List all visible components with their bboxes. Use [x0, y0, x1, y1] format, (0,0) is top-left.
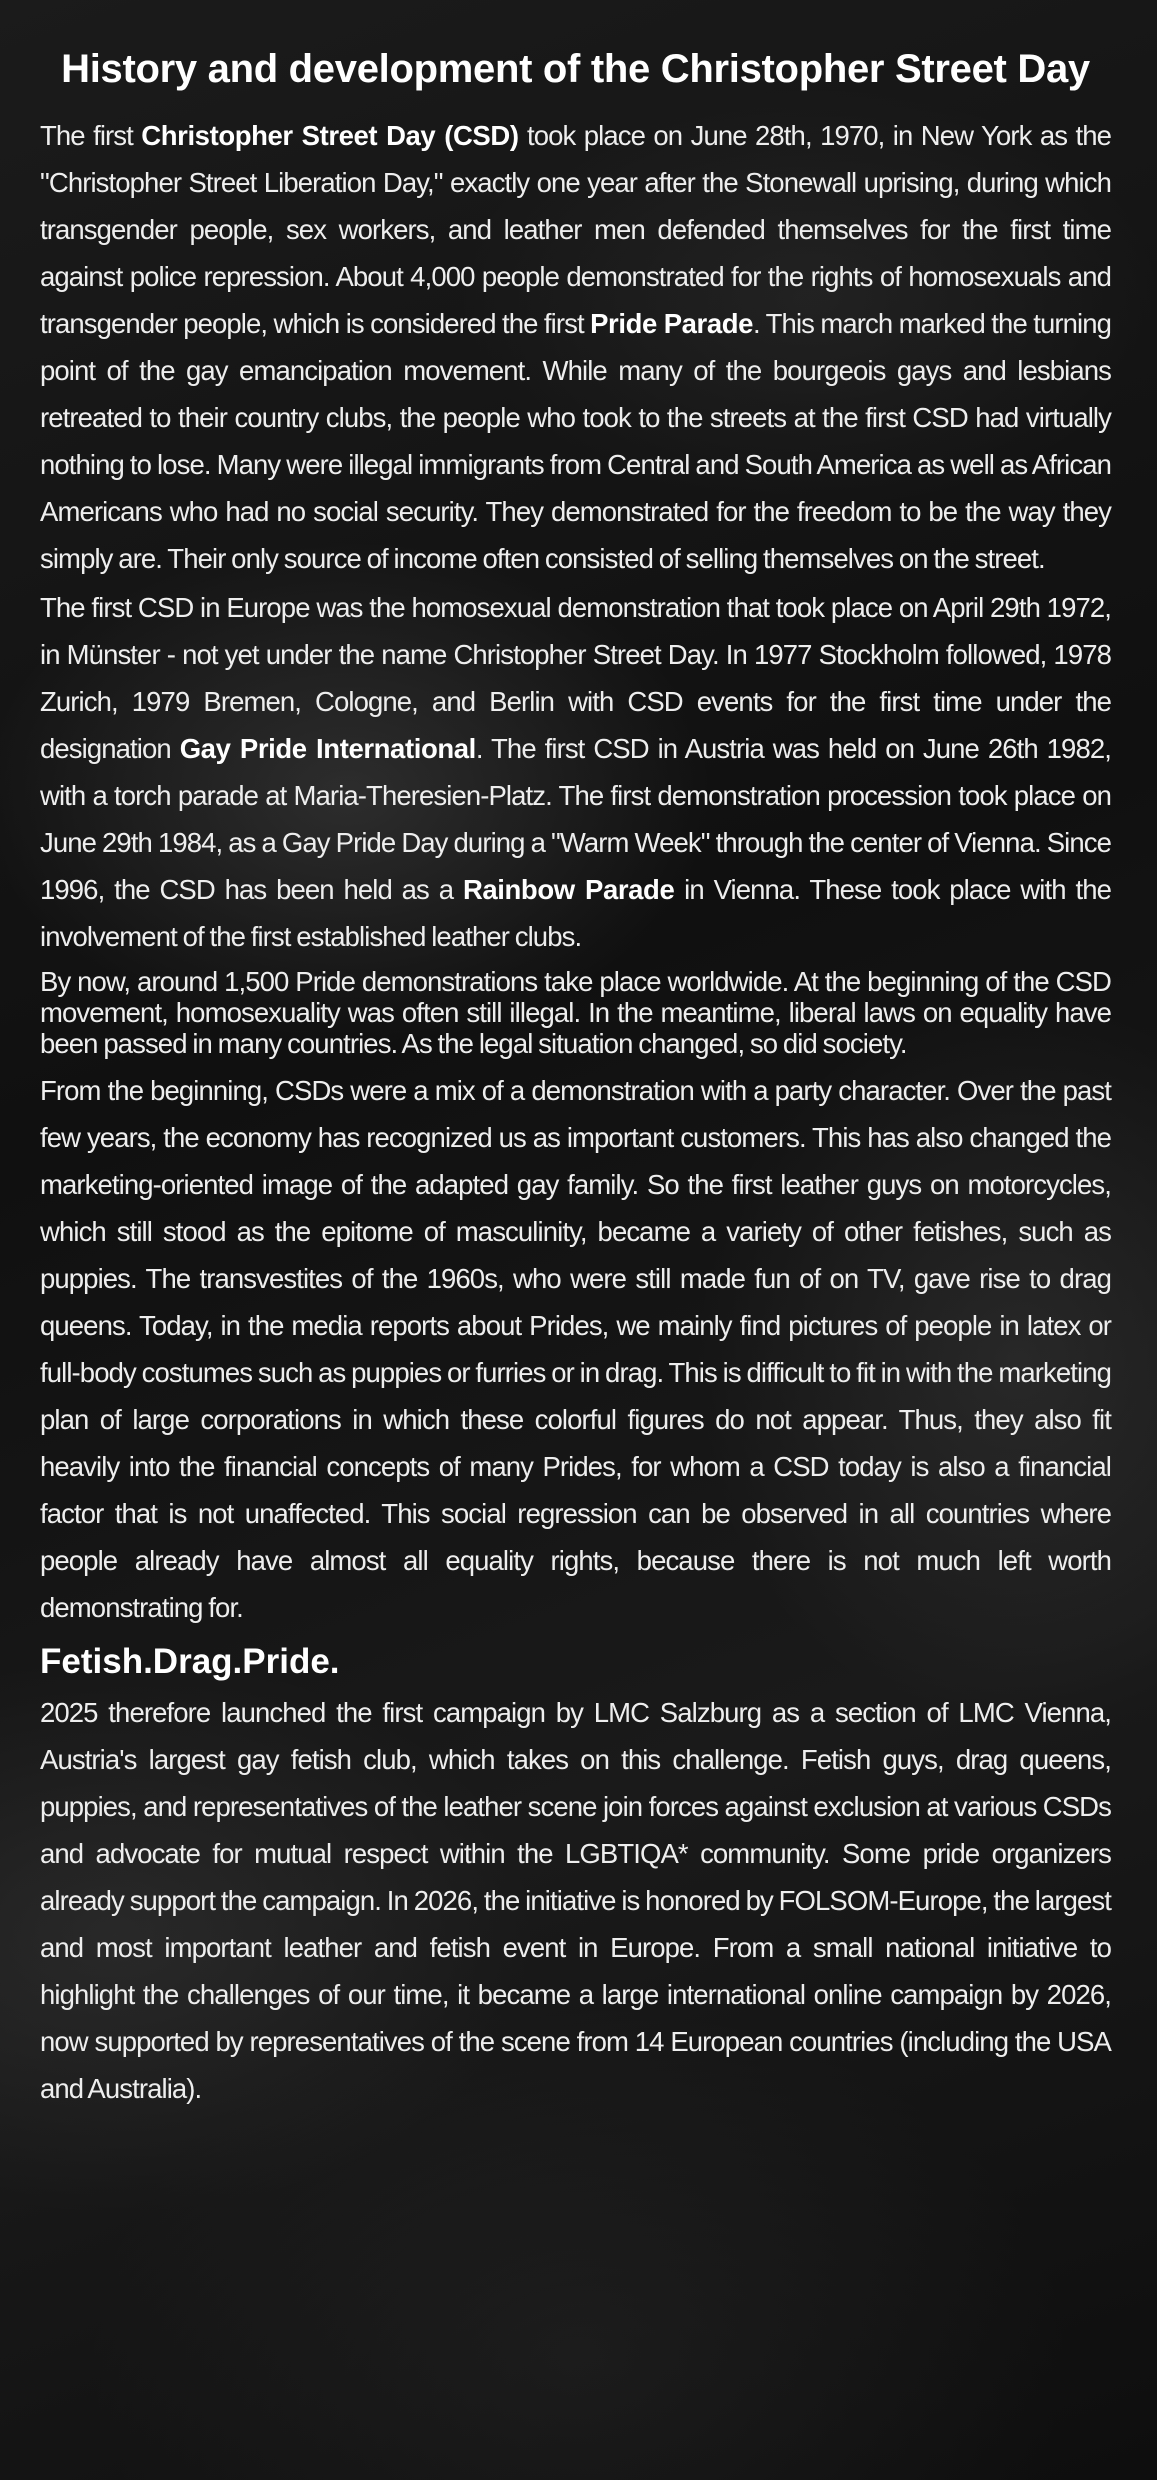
bold-term-csd: Christopher Street Day (CSD) [141, 120, 519, 151]
paragraph-text: . This march marked the turning point of the gay emancipation movement. While many of the bourgeois gays and lesbians retreated to their country clubs, the people who took to the streets at the first CSD had virtually nothing to lose. Many were illegal immigrants from Central and South America as well as African Americans who had no social security. They demonstrated for the freedom to be the way they simply are. Their only source of income often consisted of selling themselves on the street. [40, 308, 1111, 574]
paragraph-party-character: From the beginning, CSDs were a mix of a demonstration with a party character. Over the past few years, the economy has recognized us as important customers. This has also changed the marketing-oriented image of the adapted gay family. So the first leather guys on motorcycles, which still stood as the epitome of masculinity, became a variety of other fetishes, such as puppies. The transvestites of the 1960s, who were still made fun of on TV, gave rise to drag queens. Today, in the media reports about Prides, we mainly find pictures of people in latex or full-body costumes such as puppies or furries or in drag. This is difficult to fit in with the marketing plan of large corporations in which these colorful figures do not appear. Thus, they also fit heavily into the financial concepts of many Prides, for whom a CSD today is also a financial factor that is not unaffected. This social regression can be observed in all countries where people already have almost all equality rights, because there is not much left worth demonstrating for. [40, 1075, 1111, 1623]
subheading-fetish-drag-pride: Fetish.Drag.Pride. [40, 1642, 340, 1681]
paragraph-csd-europe [40, 584, 1111, 960]
page-title: History and development of the Christopher Street Day [61, 47, 1090, 91]
paragraph-worldwide: By now, around 1,500 Pride demonstrations take place worldwide. At the beginning of the CSD movement, homosexuality was often still illegal. In the meantime, liberal laws on equality have been passed in many countries. As the legal situation changed, so did society. [40, 966, 1111, 1059]
bold-term-rainbow-parade: Rainbow Parade [462, 874, 675, 905]
paragraph-campaign: 2025 therefore launched the first campaign by LMC Salzburg as a section of LMC Vienna, Austria's largest gay fetish club, which takes on this challenge. Fetish guys, drag queens, puppies, and representatives of the leather scene join forces against exclusion at various CSDs and advocate for mutual respect within the LGBTIQA* community. Some pride organizers already support the campaign. In 2026, the initiative is honored by FOLSOM-Europe, the largest and most important leather and fetish event in Europe. From a small national initiative to highlight the challenges of our time, it became a large international online campaign by 2026, now supported by representatives of the scene from 14 European countries (including the USA and Australia). [40, 1697, 1111, 2104]
bold-term-gay-pride-international: Gay Pride International [179, 733, 476, 764]
paragraph-text: The first CSD in Europe was the homosexual demonstration that took place on April 29th 1972, in Münster - not yet under the name Christopher Street Day. In 1977 Stockholm followed, 1978 Zurich, 1979 Bremen, Cologne, and Berlin with CSD events for the first time under the designation [40, 592, 1111, 764]
paragraph-text: in Vienna. These took place with the involvement of the first established leather clubs. [40, 874, 1111, 952]
paragraph-csd-origin [40, 112, 1111, 582]
paragraph-text: The first [40, 120, 142, 151]
bold-term-pride-parade: Pride Parade [590, 308, 754, 339]
paragraph-text: . The first CSD in Austria was held on June 26th 1982, with a torch parade at Maria-Theresien-Platz. The first demonstration procession took place on June 29th 1984, as a Gay Pride Day during a "Warm Week" through the center of Vienna. Since 1996, the CSD has been held as a [40, 733, 1111, 905]
paragraph-text: took place on June 28th, 1970, in New York as the "Christopher Street Liberation Day," exactly one year after the Stonewall uprising, during which transgender people, sex workers, and leather men defended themselves for the first time against police repression. About 4,000 people demonstrated for the rights of homosexuals and transgender people, which is considered the first [40, 120, 1111, 339]
